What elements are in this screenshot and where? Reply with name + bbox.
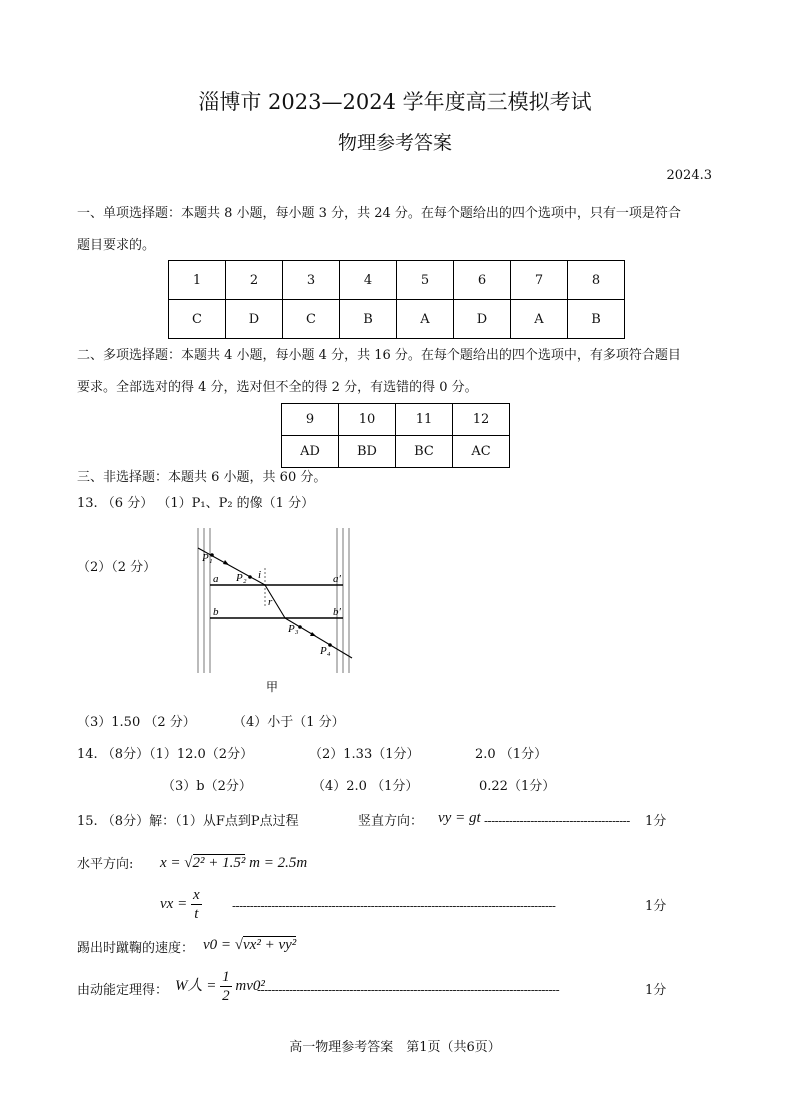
table-row [169, 261, 625, 300]
table-cell: 1 [169, 261, 226, 300]
page-footer: 高一物理参考答案 第1页（共6页） [289, 1040, 501, 1055]
table-cell: D [454, 300, 511, 339]
table-cell: AD [282, 436, 339, 468]
section1-line2: 题目要求的。 [77, 238, 156, 253]
table-cell: 8 [568, 261, 625, 300]
table-cell: 3 [283, 261, 340, 300]
table-row [282, 404, 510, 436]
label-a: a [213, 573, 219, 585]
dash-leader: ----------------------------------------- [484, 814, 630, 828]
page-subtitle: 物理参考答案 [337, 132, 452, 154]
q15-x-eq [160, 855, 307, 872]
table-cell: B [340, 300, 397, 339]
table-cell: BD [339, 436, 396, 468]
label-p1: P₁ [202, 552, 213, 564]
table-cell: 12 [453, 404, 510, 436]
q15-vertical-eq: vy = gt [438, 810, 481, 826]
label-p3: P₃ [288, 623, 299, 635]
table-cell: 11 [396, 404, 453, 436]
label-p4: P₄ [320, 645, 331, 657]
q13-part2: （2）（2 分） [77, 560, 157, 575]
refraction-diagram [190, 528, 370, 698]
table-cell: 5 [397, 261, 454, 300]
single-choice-table [168, 260, 625, 339]
q14-part3: （3）b（2分） [162, 779, 252, 794]
w-num: 1 [222, 969, 230, 985]
table-cell: 7 [511, 261, 568, 300]
w-fraction [220, 968, 232, 1005]
w-right: mv0² [235, 977, 265, 994]
label-p2: P₂ [236, 572, 247, 584]
q14-part1: 14. （8分）（1）12.0（2分） [77, 747, 254, 762]
table-cell: C [169, 300, 226, 339]
q13-line1: 13. （6 分） （1）P₁、P₂ 的像（1 分） [77, 496, 315, 511]
label-a-prime: a′ [333, 573, 341, 585]
label-i: i [258, 569, 262, 581]
section3-line1: 三、非选择题：本题共 6 小题，共 60 分。 [77, 470, 327, 485]
x-eq-left: x = [160, 855, 181, 871]
table-cell: B [568, 300, 625, 339]
section2-line2: 要求。全部选对的得 4 分，选对但不全的得 2 分，有选错的得 0 分。 [77, 380, 478, 395]
q14-part4b: 0.22（1分） [479, 779, 556, 794]
table-cell: 2 [226, 261, 283, 300]
dash-leader: ------------------------------------------------------------------------------------------- [232, 899, 556, 913]
sqrt-icon: √ [184, 855, 193, 871]
q13-part3: （3）1.50 （2 分） [77, 715, 196, 730]
label-b: b [213, 606, 219, 618]
table-cell: AC [453, 436, 510, 468]
q15-intro: 15. （8分）解：（1）从F点到P点过程 [77, 814, 299, 829]
q14-part2b: 2.0 （1分） [475, 747, 548, 762]
vx-left: vx = [160, 895, 188, 912]
q14-part4: （4）2.0 （1分） [312, 779, 419, 794]
w-den: 2 [222, 988, 230, 1004]
label-b-prime: b′ [333, 606, 341, 618]
q15-v0-eq [203, 937, 296, 954]
v0-left: v0 = [203, 937, 232, 953]
q15-vx-eq [160, 886, 202, 923]
figure-caption: 甲 [266, 680, 279, 694]
x-eq-right: m = 2.5m [249, 855, 308, 871]
table-cell: 9 [282, 404, 339, 436]
q13-part4: （4）小于（1 分） [233, 715, 345, 730]
table-cell: C [283, 300, 340, 339]
page-title: 淄博市 2023—2024 学年度高三模拟考试 [198, 90, 592, 114]
table-cell: A [397, 300, 454, 339]
q15-score2: 1分 [645, 899, 667, 914]
v0-radicand: vx² + vy² [243, 937, 297, 953]
q15-w-label: 由动能定理得： [77, 983, 169, 998]
q15-score1: 1分 [645, 814, 667, 829]
table-row [169, 300, 625, 339]
w-left: W人 = [175, 977, 217, 994]
q15-vertical-label: 竖直方向： [358, 814, 424, 829]
table-cell: D [226, 300, 283, 339]
vx-den: t [194, 906, 199, 922]
vx-fraction [191, 886, 202, 923]
table-cell: BC [396, 436, 453, 468]
table-cell: 4 [340, 261, 397, 300]
vx-num: x [192, 887, 200, 903]
section2-line1: 二、多项选择题：本题共 4 小题，每小题 4 分，共 16 分。在每个题给出的四个选项中，有多项符合题目 [77, 348, 681, 363]
x-eq-radicand: 2² + 1.5² [192, 855, 246, 871]
q15-v0-label: 踢出时蹴鞠的速度： [77, 941, 195, 956]
multi-choice-table [281, 403, 510, 468]
table-cell: A [511, 300, 568, 339]
section1-line1: 一、单项选择题：本题共 8 小题，每小题 3 分，共 24 分。在每个题给出的四个选项中，只有一项是符合 [77, 206, 681, 221]
q14-part2: （2）1.33（1分） [309, 747, 420, 762]
date: 2024.3 [666, 168, 712, 183]
table-cell: 6 [454, 261, 511, 300]
label-r: r [268, 596, 273, 608]
sqrt-icon: √ [234, 937, 244, 953]
table-row [282, 436, 510, 468]
q15-horizontal-label: 水平方向: [77, 857, 134, 872]
q15-w-eq [175, 968, 265, 1005]
table-cell: 10 [339, 404, 396, 436]
dash-leader: ------------------------------------------------------------------------------------- [257, 983, 560, 997]
q15-score3: 1分 [645, 983, 667, 998]
